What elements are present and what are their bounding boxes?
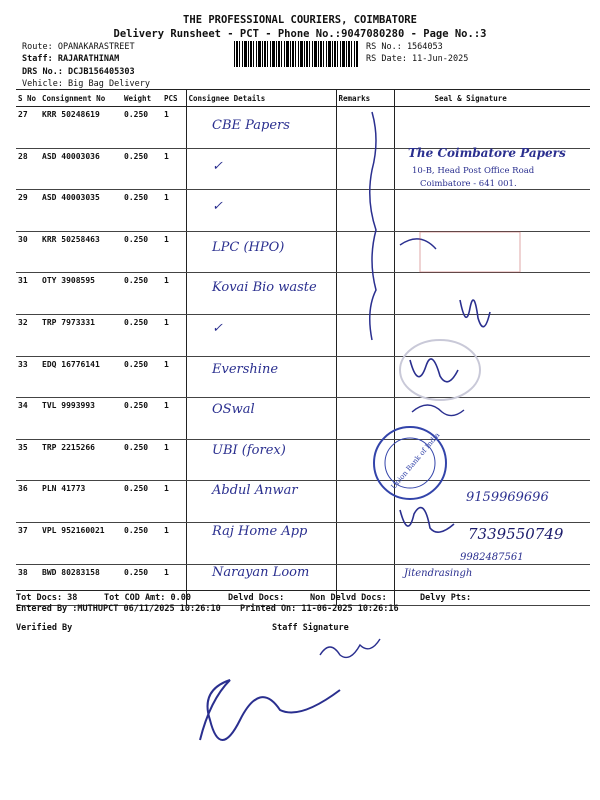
phone-3: 9982487561 [460, 552, 524, 563]
tot-docs: Tot Docs: 38 [16, 593, 78, 603]
row-consignment: VPL 952160021 [40, 522, 122, 564]
row-pcs: 1 [162, 107, 186, 149]
consignee-handwriting: Kovai Bio waste [212, 280, 317, 296]
consignee-handwriting: Narayan Loom [212, 564, 310, 580]
row-consignment: KRR 50248619 [40, 107, 122, 149]
signature-37-icon [400, 508, 454, 533]
row-consignment: EDQ 16776141 [40, 356, 122, 398]
row-weight: 0.250 [122, 314, 162, 356]
row-consignment: PLN 41773 [40, 481, 122, 523]
row-pcs: 1 [162, 273, 186, 315]
delvy-pts: Delvy Pts: [420, 593, 472, 603]
remarks-bracket-icon [370, 112, 376, 340]
row-sno: 33 [16, 356, 40, 398]
consignee-handwriting: Abdul Anwar [212, 483, 298, 499]
runsheet-title: Delivery Runsheet - PCT - Phone No.:9047080280 - Page No.:3 [113, 28, 487, 40]
verified-by: Verified By [16, 623, 73, 633]
row-sno: 38 [16, 564, 40, 606]
row-consignment: ASD 40003036 [40, 148, 122, 190]
consignee-handwriting: CBE Papers [212, 118, 290, 133]
row-consignment: OTY 3908595 [40, 273, 122, 315]
printed-on: Printed On: 11-06-2025 10:26:16 [240, 604, 399, 614]
row-pcs: 1 [162, 356, 186, 398]
drs-number: DRS No.: DCJB156405303 [22, 67, 135, 77]
row-sno: 30 [16, 231, 40, 273]
staff-signature-label: Staff Signature [272, 623, 349, 633]
entered-by: Entered By :MUTHUPCT 06/11/2025 10:26:10 [16, 604, 221, 614]
row-consignment: TVL 9993993 [40, 398, 122, 440]
row-pcs: 1 [162, 481, 186, 523]
row-weight: 0.250 [122, 522, 162, 564]
row-sno: 37 [16, 522, 40, 564]
col-remarks: Remarks [336, 90, 394, 107]
stamp-cbe-line2: 10-B, Head Post Office Road [412, 166, 535, 176]
consignee-handwriting: ✓ [212, 158, 223, 174]
row-weight: 0.250 [122, 356, 162, 398]
footer-rule [16, 590, 590, 591]
phone-2: 7339550749 [468, 525, 564, 543]
row-sno: 36 [16, 481, 40, 523]
staff-signature-icon [200, 680, 340, 740]
signature-32-icon [460, 300, 490, 327]
row-pcs: 1 [162, 190, 186, 232]
staff-initial-icon [320, 639, 380, 657]
consignee-handwriting: Raj Home App [212, 524, 308, 539]
row-weight: 0.250 [122, 190, 162, 232]
stamp-cbe-line1: The Coimbatore Papers [408, 146, 566, 160]
row-weight: 0.250 [122, 148, 162, 190]
signature-33-icon [410, 359, 458, 382]
row-pcs: 1 [162, 314, 186, 356]
consignee-handwriting: Evershine [212, 361, 279, 377]
row-sno: 32 [16, 314, 40, 356]
row-pcs: 1 [162, 398, 186, 440]
row-pcs: 1 [162, 231, 186, 273]
col-consignee: Consignee Details [186, 90, 336, 107]
staff: Staff: RAJARATHINAM [22, 54, 120, 64]
consignee-handwriting: ✓ [212, 321, 223, 336]
row-sno: 28 [16, 148, 40, 190]
row-consignment: TRP 7973331 [40, 314, 122, 356]
tot-cod: Tot COD Amt: 0.00 [104, 593, 191, 603]
row-weight: 0.250 [122, 439, 162, 481]
row-pcs: 1 [162, 148, 186, 190]
row-pcs: 1 [162, 522, 186, 564]
col-sno: S No [16, 90, 40, 107]
row-consignment: KRR 50258463 [40, 231, 122, 273]
faded-seal-icon [400, 340, 480, 400]
row-weight: 0.250 [122, 481, 162, 523]
row-weight: 0.250 [122, 107, 162, 149]
row-pcs: 1 [162, 439, 186, 481]
consignee-handwriting: ✓ [212, 199, 223, 215]
non-delvd-docs: Non Delvd Docs: [310, 593, 387, 603]
col-seal: Seal & Signature [394, 90, 590, 107]
consignee-handwriting: LPC (HPO) [212, 239, 285, 255]
company-title: THE PROFESSIONAL COURIERS, COIMBATORE [183, 14, 417, 26]
stamp-cbe-line3: Coimbatore - 641 001. [420, 179, 517, 189]
vehicle: Vehicle: Big Bag Delivery [22, 79, 150, 89]
row-sno: 34 [16, 398, 40, 440]
row-sno: 27 [16, 107, 40, 149]
signature-30-icon [400, 239, 436, 249]
lpc-stamp-icon [420, 232, 520, 272]
row-pcs: 1 [162, 564, 186, 606]
row-sno: 29 [16, 190, 40, 232]
row-weight: 0.250 [122, 564, 162, 606]
row-consignment: BWD 80283158 [40, 564, 122, 606]
col-weight: Weight [122, 90, 162, 107]
bank-stamp-text: Union Bank of India [389, 431, 442, 491]
col-consignment: Consignment No [40, 90, 122, 107]
row-sno: 31 [16, 273, 40, 315]
rs-number: RS No.: 1564053 [366, 42, 443, 52]
handwritten-name: Jitendrasingh [404, 568, 473, 579]
row-sno: 35 [16, 439, 40, 481]
col-pcs: PCS [162, 90, 186, 107]
row-consignment: TRP 2215266 [40, 439, 122, 481]
row-weight: 0.250 [122, 273, 162, 315]
route: Route: OPANAKARASTREET [22, 42, 135, 52]
row-weight: 0.250 [122, 231, 162, 273]
delvd-docs: Delvd Docs: [228, 593, 285, 603]
row-consignment: ASD 40003035 [40, 190, 122, 232]
rs-date: RS Date: 11-Jun-2025 [366, 54, 469, 64]
consignee-handwriting: OSwal [212, 402, 255, 418]
consignee-handwriting: UBI (forex) [212, 442, 286, 458]
row-weight: 0.250 [122, 398, 162, 440]
signature-34-icon [412, 405, 464, 416]
phone-1: 9159969696 [466, 490, 549, 505]
